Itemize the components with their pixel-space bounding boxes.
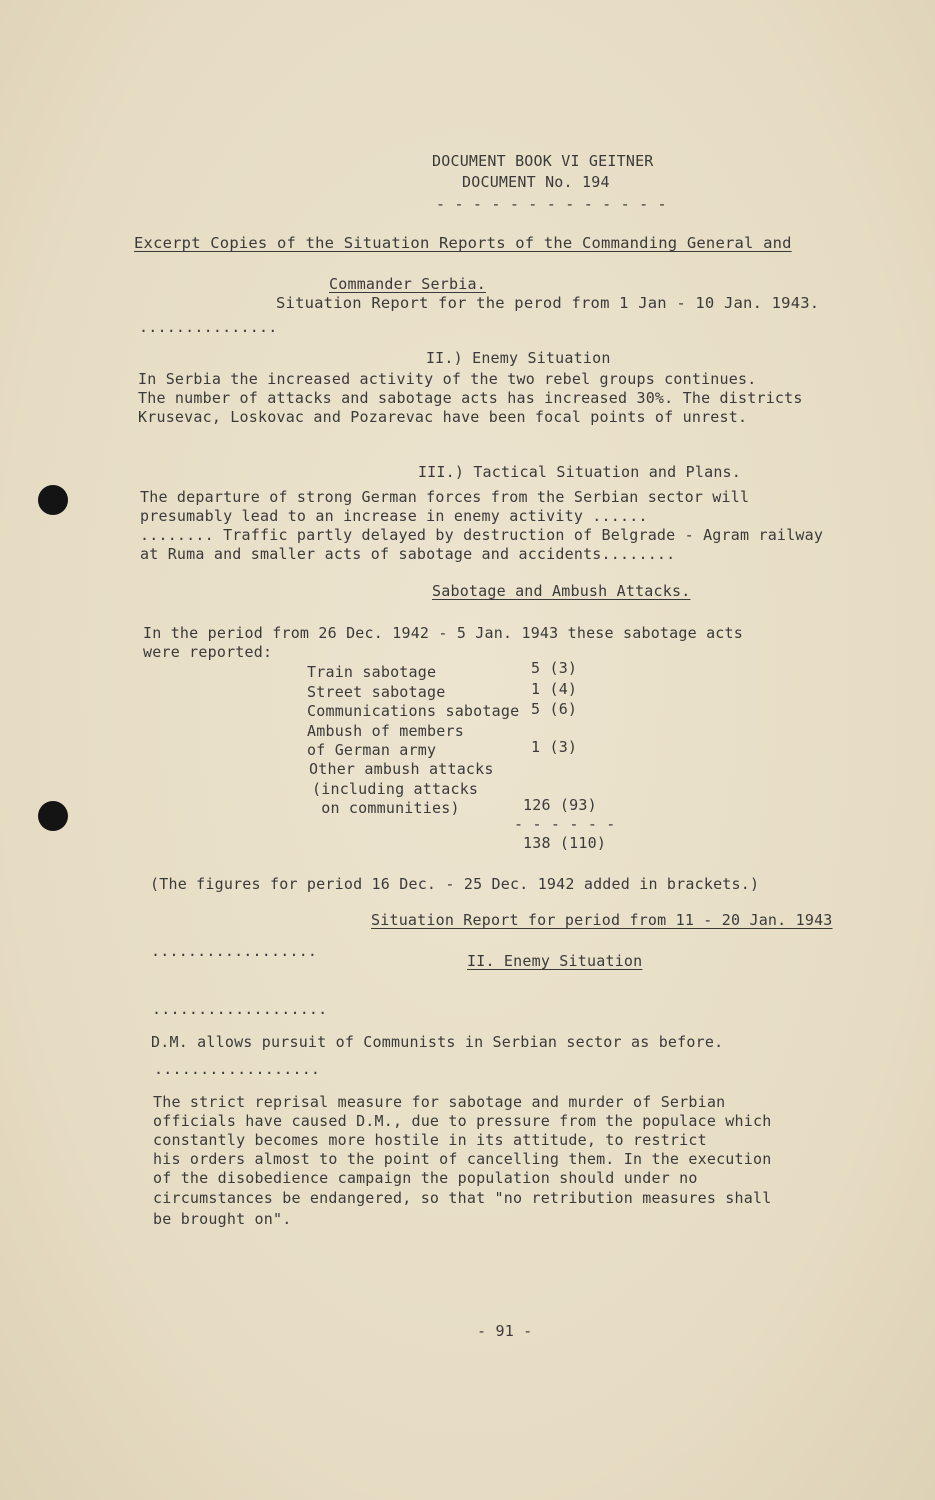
sabotage-heading: Sabotage and Ambush Attacks. (432, 582, 691, 600)
paragraph-line: The departure of strong German forces from the Serbian sector will (140, 488, 750, 506)
table-row-label: Communications sabotage (307, 702, 520, 720)
ellipsis-line: ............... (139, 318, 278, 336)
paragraph-line: In Serbia the increased activity of the two rebel groups continues. (138, 370, 757, 388)
paragraph-line: his orders almost to the point of cancelling them. In the execution (153, 1150, 772, 1168)
header-rule: - - - - - - - - - - - - - (436, 195, 667, 213)
table-row-value: 1 (4) (531, 680, 578, 698)
paragraph-line: circumstances be endangered, so that "no retribution measures shall (153, 1189, 772, 1207)
paragraph-line: were reported: (143, 643, 273, 661)
paragraph-line: of the disobedience campaign the population should under no (153, 1169, 698, 1187)
punch-hole-top (38, 485, 68, 515)
table-row-label: on communities) (312, 799, 460, 817)
report-title-line2: Commander Serbia. (329, 275, 486, 293)
paragraph-line: ........ Traffic partly delayed by destruction of Belgrade - Agram railway (140, 526, 824, 544)
total-rule: - - - - - - (514, 815, 616, 833)
table-row-value: 5 (3) (531, 659, 578, 677)
paragraph-line: constantly becomes more hostile in its attitude, to restrict (153, 1131, 707, 1149)
paragraph-line: D.M. allows pursuit of Communists in Serbian sector as before. (151, 1033, 724, 1051)
section-heading-text: III.) Tactical Situation and Plans. (417, 463, 742, 481)
paragraph-line: officials have caused D.M., due to pressure from the populace which (153, 1112, 772, 1130)
document-number: DOCUMENT No. 194 (462, 173, 610, 191)
paragraph-line: Krusevac, Loskovac and Pozarevac have been focal points of unrest. (138, 408, 748, 426)
document-book-title: DOCUMENT BOOK VI GEITNER (432, 152, 654, 170)
page-number: - 91 - (477, 1322, 533, 1340)
ellipsis-line: ................... (152, 1000, 328, 1018)
paragraph-line: The strict reprisal measure for sabotage and murder of Serbian (153, 1093, 726, 1111)
table-total: 138 (110) (523, 834, 607, 852)
table-row-value: 126 (93) (523, 796, 597, 814)
report2-enemy-situation-heading: II. Enemy Situation (467, 952, 643, 970)
table-row-label: (including attacks (312, 780, 479, 798)
table-row-label: Ambush of members (307, 722, 464, 740)
table-row-label: of German army (307, 741, 437, 759)
report2-title: Situation Report for period from 11 - 20 Jan. 1943 (371, 911, 833, 929)
table-row-label: Other ambush attacks (309, 760, 494, 778)
ellipsis-line: .................. (154, 1060, 321, 1078)
table-row-label: Train sabotage (307, 663, 437, 681)
report-title-line1: Excerpt Copies of the Situation Reports of the Commanding General and (134, 234, 792, 252)
paragraph-line: presumably lead to an increase in enemy activity ...... (140, 507, 648, 525)
report-period: Situation Report for the perod from 1 Jan - 10 Jan. 1943. (276, 294, 820, 312)
table-row-label: Street sabotage (307, 683, 446, 701)
table-row-value: 1 (3) (531, 738, 578, 756)
paragraph-line: In the period from 26 Dec. 1942 - 5 Jan. 1943 these sabotage acts (143, 624, 743, 642)
bracket-note: (The figures for period 16 Dec. - 25 Dec. 1942 added in brackets.) (150, 875, 760, 893)
punch-hole-bottom (38, 801, 68, 831)
ellipsis-line: .................. (151, 942, 318, 960)
section-heading-text: II.) Enemy Situation (425, 349, 611, 367)
paragraph-line: The number of attacks and sabotage acts has increased 30%. The districts (138, 389, 803, 407)
table-row-value: 5 (6) (531, 700, 578, 718)
paragraph-line: at Ruma and smaller acts of sabotage and accidents........ (140, 545, 676, 563)
paragraph-line: be brought on". (153, 1210, 292, 1228)
